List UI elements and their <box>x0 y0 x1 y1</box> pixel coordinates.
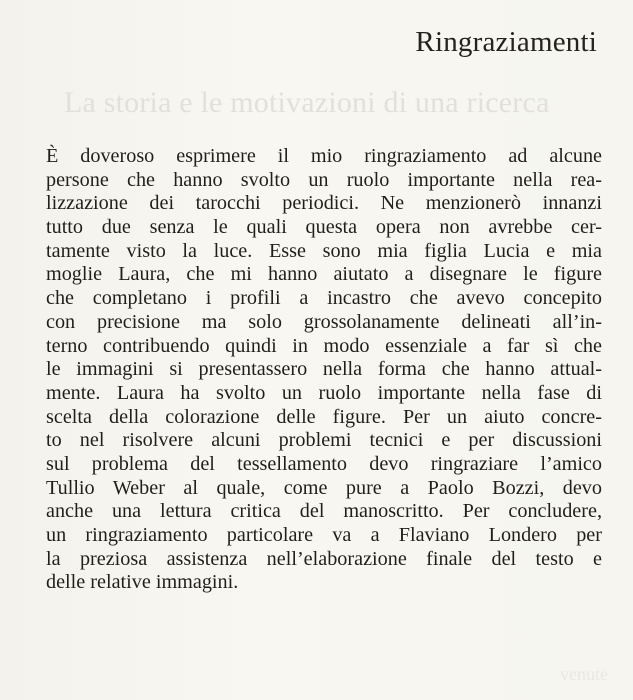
text-line: anche una lettura critica del manoscritto. Per concludere, <box>46 500 602 523</box>
text-line: tutto due senza le quali questa opera non avrebbe cer- <box>46 216 602 239</box>
text-line: delle relative immagini. <box>46 571 239 594</box>
acknowledgements-paragraph <box>46 145 602 595</box>
text-line: to nel risolvere alcuni problemi tecnici e per discussioni <box>46 429 602 452</box>
text-line: lizzazione dei tarocchi periodici. Ne menzionerò innanzi <box>46 192 602 215</box>
text-line: È doveroso esprimere il mio ringraziamento ad alcune <box>46 145 602 167</box>
text-line: scelta della colorazione delle figure. Per un aiuto concre- <box>46 405 602 428</box>
text-line: Tullio Weber al quale, come pure a Paolo Bozzi, devo <box>46 476 602 499</box>
text-line: tamente visto la luce. Esse sono mia figlia Lucia e mia <box>46 239 602 262</box>
page-title: Ringraziamenti <box>415 26 597 58</box>
text-line: terno contribuendo quindi in modo essenziale a far sì che <box>46 334 602 357</box>
text-line: sul problema del tessellamento devo ringraziare l’amico <box>46 452 602 475</box>
text-line: con precisione ma solo grossolanamente delineati all’in- <box>46 310 602 333</box>
text-line: moglie Laura, che mi hanno aiutato a disegnare le figure <box>46 263 602 286</box>
text-line: persone che hanno svolto un ruolo importante nella rea- <box>46 168 602 191</box>
bleed-through-word: venute <box>560 664 608 684</box>
text-line: le immagini si presentassero nella forma che hanno attual- <box>46 358 602 381</box>
text-line: mente. Laura ha svolto un ruolo importante nella fase di <box>46 381 602 404</box>
text-line: che completano i profili a incastro che avevo concepito <box>46 287 602 310</box>
text-line: la preziosa assistenza nell’elaborazione finale del testo e <box>46 547 602 570</box>
text-line: un ringraziamento particolare va a Flaviano Londero per <box>46 524 602 546</box>
bleed-through-heading: La storia e le motivazioni di una ricerca <box>64 86 550 119</box>
